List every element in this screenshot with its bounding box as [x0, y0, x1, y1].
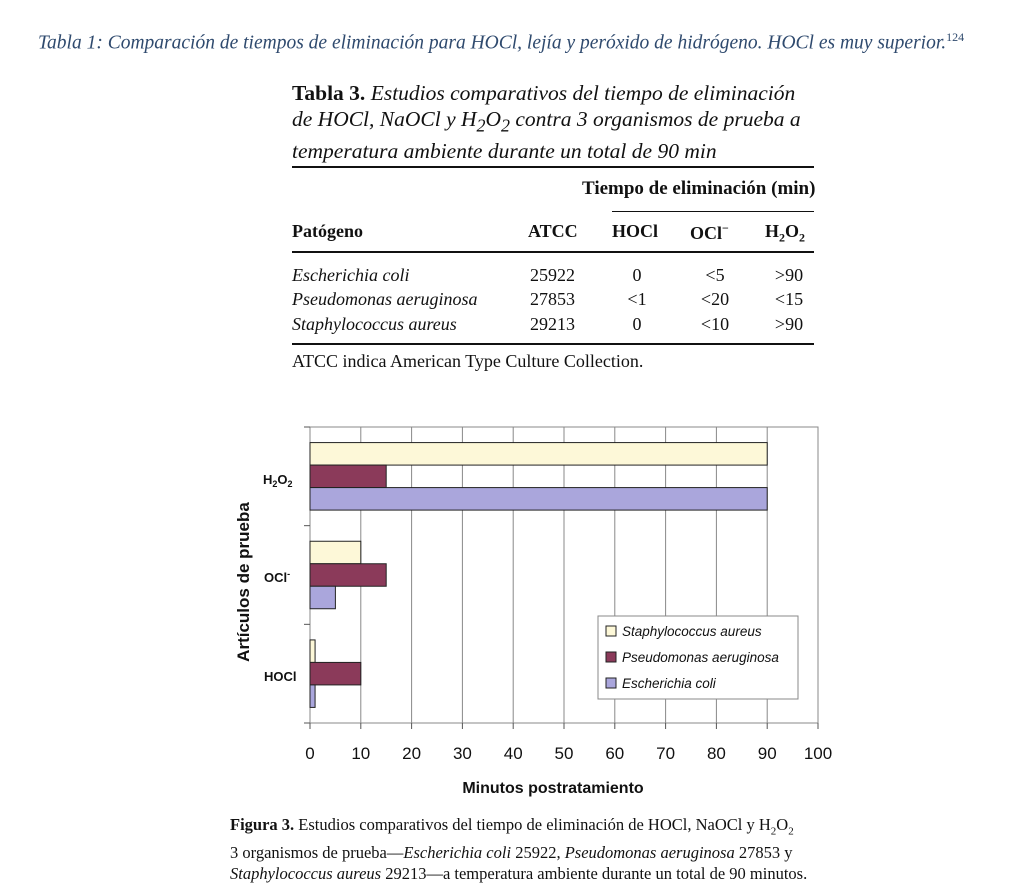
table-title-line2a: de HOCl, NaOCl y H: [292, 107, 477, 131]
row1-atcc: 25922: [530, 265, 575, 285]
bar-h2o2-pseudomonas: [310, 465, 386, 488]
bar-hocl-staphylococcus: [310, 640, 315, 663]
category-label-hocl: HOCl: [264, 669, 297, 684]
category-label-ocl: OCl-: [264, 569, 291, 585]
bar-hocl-escherichia: [310, 685, 315, 708]
chart-legend: [598, 616, 798, 699]
x-tick-label: 70: [656, 744, 676, 763]
bar-ocl-pseudomonas: [310, 564, 386, 587]
x-tick-label: 90: [757, 744, 777, 763]
table-group-header: Tiempo de eliminación (min): [582, 178, 816, 199]
row3-hocl: 0: [632, 314, 642, 334]
table-title-label: Tabla 3.: [292, 81, 366, 105]
legend-swatch: [606, 652, 616, 662]
table-note: ATCC indica American Type Culture Collection.: [292, 351, 644, 371]
table-title-sub1: 2: [476, 115, 486, 136]
header-hocl: HOCl: [612, 221, 659, 241]
table-title-line1: Estudios comparativos del tiempo de eliminación: [370, 81, 796, 105]
row1-hocl: 0: [632, 265, 642, 285]
x-tick-label: 100: [803, 744, 833, 763]
table-title-line2c: O: [485, 107, 502, 131]
row1-h2o2: >90: [774, 265, 804, 285]
bar-ocl-staphylococcus: [310, 541, 361, 564]
row2-hocl: <1: [627, 289, 647, 309]
x-tick-label: 20: [402, 744, 422, 763]
header-pathogen: Patógeno: [292, 221, 363, 241]
x-tick-label: 10: [351, 744, 371, 763]
x-tick-label: 0: [305, 744, 315, 763]
legend-swatch: [606, 678, 616, 688]
x-tick-label: 40: [503, 744, 523, 763]
bar-h2o2-escherichia: [310, 488, 767, 511]
legend-entry: Staphylococcus aureus: [622, 624, 762, 639]
row1-ocl: <5: [705, 265, 725, 285]
figure-caption-label: Figura 3.: [230, 815, 295, 834]
row3-pathogen: Staphylococcus aureus: [292, 314, 457, 334]
header-ocl: OCl−: [690, 221, 729, 243]
header-atcc: ATCC: [528, 221, 578, 241]
table-title-sub2: 2: [501, 115, 510, 136]
x-axis-label: Minutos postratamiento: [462, 780, 644, 797]
x-tick-label: 30: [452, 744, 472, 763]
x-tick-label: 60: [605, 744, 625, 763]
figure-caption: Figura 3. Estudios comparativos del tiempo de eliminación de HOCl, NaOCl y $H_2O_2$ 3 organismos de prueba—Escherichia coli 25922, Pseudomonas aeruginosa 27853 y Staphylococcus aureus 29213—a temperatura ambiente durante un total de 90 minutos.: [230, 815, 808, 884]
row2-atcc: 27853: [530, 289, 575, 309]
category-labels: [263, 472, 297, 684]
x-tick-label: 50: [554, 744, 574, 763]
legend-entry: Escherichia coli: [622, 676, 716, 691]
header-h2o2: $H_2O_2$: [765, 221, 806, 245]
row3-h2o2: >90: [774, 314, 804, 334]
x-tick-label: 80: [706, 744, 726, 763]
row2-ocl: <20: [700, 289, 730, 309]
bar-ocl-escherichia: [310, 586, 335, 609]
legend-entry: Pseudomonas aeruginosa: [622, 650, 779, 665]
row1-pathogen: Escherichia coli: [292, 265, 410, 285]
bar-hocl-pseudomonas: [310, 662, 361, 685]
top-caption-ref: 124: [946, 30, 965, 44]
y-axis-label: Artículos de prueba: [234, 502, 253, 662]
row3-atcc: 29213: [530, 314, 575, 334]
legend-swatch: [606, 626, 616, 636]
row2-h2o2: <15: [774, 289, 804, 309]
category-label-h2o2: $H_2O_2$: [263, 472, 293, 489]
table-title-line3: temperatura ambiente durante un total de 90 min: [292, 139, 717, 164]
row2-pathogen: Pseudomonas aeruginosa: [292, 289, 478, 309]
bar-h2o2-staphylococcus: [310, 443, 767, 466]
row3-ocl: <10: [700, 314, 730, 334]
top-caption-text: Tabla 1: Comparación de tiempos de eliminación para HOCl, lejía y peróxido de hidrógeno. HOCl es muy superior.: [38, 32, 947, 54]
table-title-line2e: contra 3 organismos de prueba a: [509, 107, 801, 131]
